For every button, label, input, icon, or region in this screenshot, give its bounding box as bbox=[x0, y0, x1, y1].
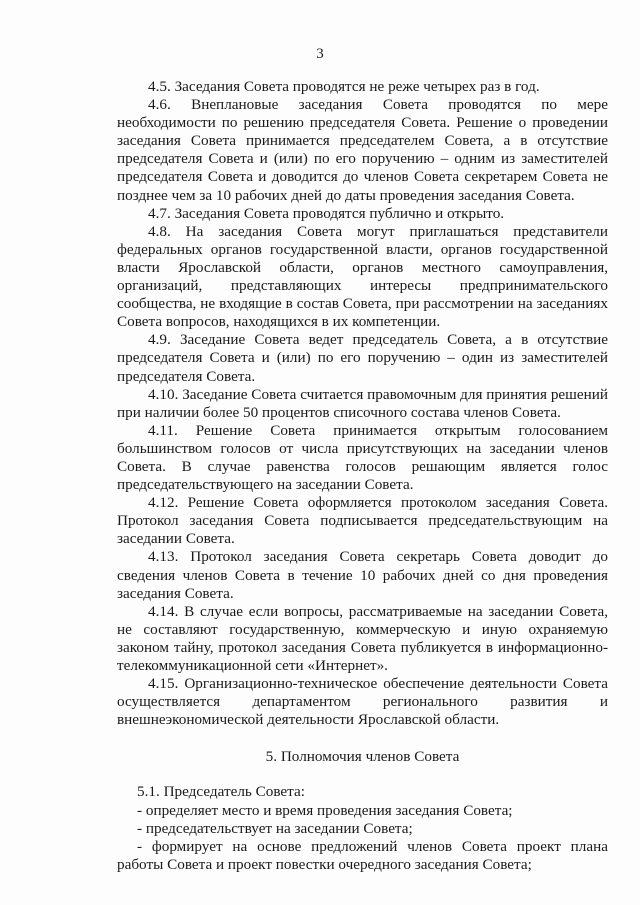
paragraph-4-14: 4.14. В случае если вопросы, рассматриваемые на заседании Совета, не составляют государственную, коммерческую и иную охраняемую законом тайну, протокол заседания Совета публикуется в информационно-телекоммуникационной сети «Интернет». bbox=[117, 602, 608, 674]
paragraph-4-8: 4.8. На заседания Совета могут приглашаться представители федеральных органов государственной власти, органов государственной власти Ярославской области, органов местного самоуправления, организаций, представляющих интересы предпринимательского сообщества, не входящие в состав Совета, при рассмотрении на заседаниях Совета вопросов, находящихся в их компетенции. bbox=[117, 222, 608, 331]
list-heading: 5.1. Председатель Совета: bbox=[137, 783, 305, 801]
section-title: 5. Полномочия членов Совета bbox=[265, 748, 460, 766]
paragraph-4-6: 4.6. Внеплановые заседания Совета проводятся по мере необходимости по решению председателя Совета. Решение о проведении заседания Совета принимается председателем Совета, а в отсутствие председателя Совета и (или) по его поручению – одним из заместителей председателя Совета и доводится до членов Совета секретарем Совета не позднее чем за 10 рабочих дней до даты проведения заседания Совета. bbox=[117, 96, 608, 204]
paragraph-4-10: 4.10. Заседание Совета считается правомочным для принятия решений при наличии более 50 процентов списочного состава членов Совета. bbox=[117, 385, 608, 421]
paragraph-4-11: 4.11. Решение Совета принимается открытым голосованием большинством голосов от числа присутствующих на заседании членов Совета. В случае равенства голосов решающим является голос председательствующего на заседании Совета. bbox=[117, 421, 608, 494]
paragraph-4-5: 4.5. Заседания Совета проводятся не реже четырех раз в год. bbox=[148, 78, 540, 95]
list-item: - формирует на основе предложений членов Совета проект плана работы Совета и проект повестки очередного заседания Совета; bbox=[117, 837, 608, 873]
paragraph-4-7: 4.7. Заседания Совета проводятся публично и открыто. bbox=[148, 204, 505, 222]
paragraph-4-12: 4.12. Решение Совета оформляется протоколом заседания Совета. Протокол заседания Совета подписывается председательствующим на заседании Совета. bbox=[117, 494, 608, 548]
paragraph-4-15: 4.15. Организационно-техническое обеспечение деятельности Совета осуществляется департаментом регионального развития и внешнеэкономической деятельности Ярославской области. bbox=[117, 675, 608, 729]
paragraph-4-9: 4.9. Заседание Совета ведет председатель Совета, а в отсутствие председателя Совета и (или) по его поручению – один из заместителей председателя Совета. bbox=[117, 331, 608, 385]
document-body bbox=[117, 78, 608, 874]
list-item: - председательствует на заседании Совета; bbox=[137, 819, 413, 837]
page-number: 3 bbox=[316, 46, 324, 62]
list-item: - определяет место и время проведения заседания Совета; bbox=[137, 801, 513, 819]
paragraph-4-13: 4.13. Протокол заседания Совета секретарь Совета доводит до сведения членов Совета в течение 10 рабочих дней со дня проведения заседания Совета. bbox=[117, 548, 608, 602]
